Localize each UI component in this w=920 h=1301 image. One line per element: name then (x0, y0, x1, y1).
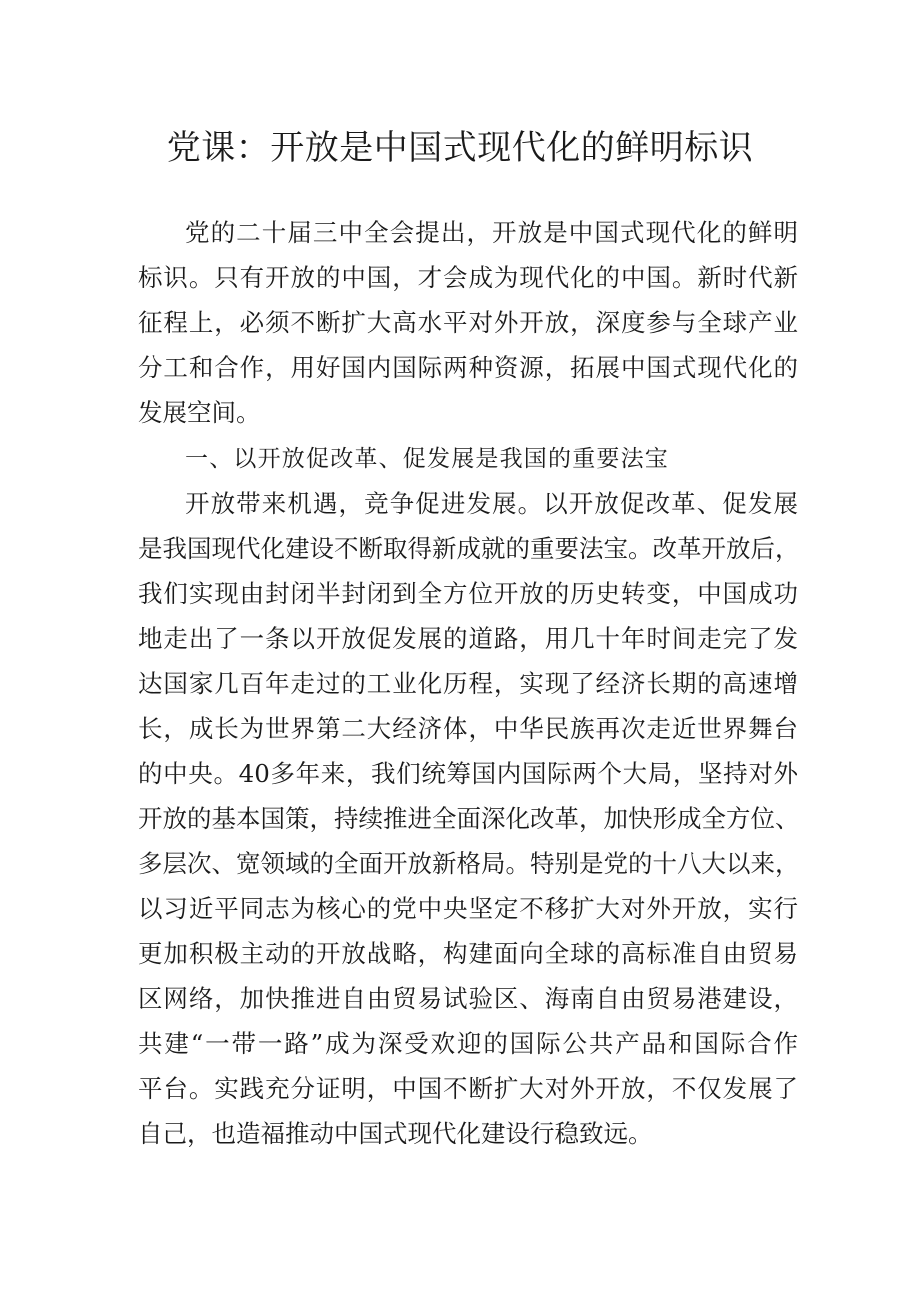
document-title: 党课：开放是中国式现代化的鲜明标识 (166, 128, 754, 168)
paragraph-2-line-12: 区网络，加快推进自由贸易试验区、海南自由贸易港建设， (138, 984, 798, 1013)
paragraph-2-line-6: 长，成长为世界第二大经济体，中华民族再次走近世界舞台 (138, 714, 798, 743)
paragraph-2-line-5: 达国家几百年走过的工业化历程，实现了经济长期的高速增 (138, 669, 798, 698)
paragraph-2-line-11: 更加积极主动的开放战略，构建面向全球的高标准自由贸易 (138, 939, 798, 968)
section-heading-1: 一、以开放促改革、促发展是我国的重要法宝 (185, 446, 669, 472)
paragraph-1-line-4: 分工和合作，用好国内国际两种资源，拓展中国式现代化的 (138, 353, 798, 382)
paragraph-1-line-5: 发展空间。 (138, 398, 261, 427)
paragraph-2-line-15: 自己，也造福推动中国式现代化建设行稳致远。 (138, 1119, 653, 1148)
paragraph-2-line-13: 共建“一带一路”成为深受欢迎的国际公共产品和国际合作 (138, 1029, 798, 1058)
paragraph-1-line-1: 党的二十届三中全会提出，开放是中国式现代化的鲜明 (185, 218, 798, 247)
paragraph-2-line-4: 地走出了一条以开放促发展的道路，用几十年时间走完了发 (138, 624, 798, 653)
paragraph-2-line-3: 我们实现由封闭半封闭到全方位开放的历史转变，中国成功 (138, 579, 798, 608)
paragraph-2-line-14: 平台。实践充分证明，中国不断扩大对外开放，不仅发展了 (138, 1074, 798, 1103)
paragraph-2-line-7: 的中央。40多年来，我们统筹国内国际两个大局，坚持对外 (138, 759, 798, 788)
paragraph-2-line-9: 多层次、宽领域的全面开放新格局。特别是党的十八大以来， (138, 849, 800, 878)
paragraph-2-line-2: 是我国现代化建设不断取得新成就的重要法宝。改革开放后， (138, 534, 800, 563)
paragraph-2-line-1: 开放带来机遇，竞争促进发展。以开放促改革、促发展 (185, 489, 798, 518)
paragraph-2-line-10: 以习近平同志为核心的党中央坚定不移扩大对外开放，实行 (138, 894, 798, 923)
paragraph-1-line-2: 标识。只有开放的中国，才会成为现代化的中国。新时代新 (138, 263, 798, 292)
paragraph-2-line-8: 开放的基本国策，持续推进全面深化改革，加快形成全方位、 (138, 804, 800, 833)
paragraph-1-line-3: 征程上，必须不断扩大高水平对外开放，深度参与全球产业 (138, 308, 798, 337)
